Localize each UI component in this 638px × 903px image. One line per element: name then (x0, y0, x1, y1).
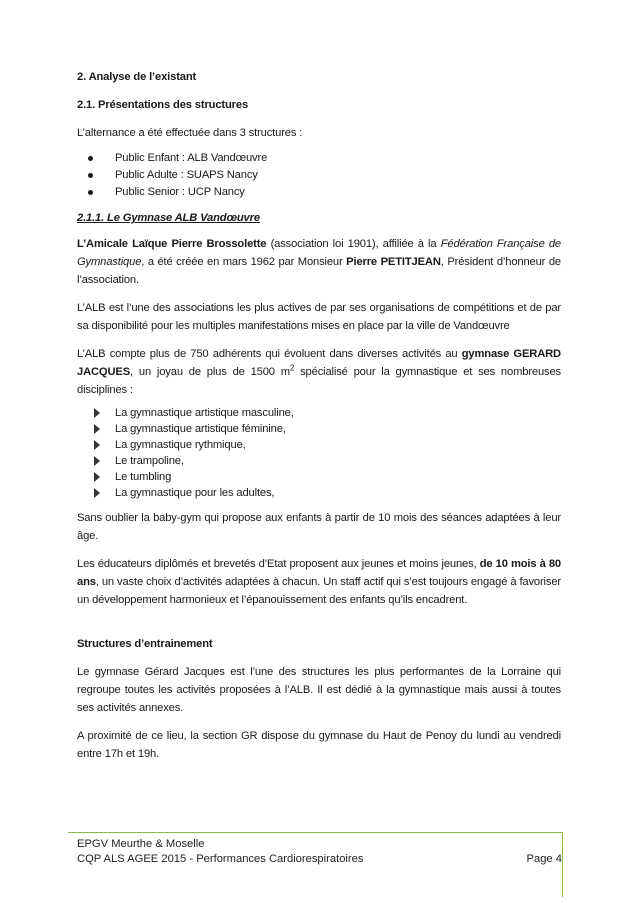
list-item: La gymnastique artistique féminine, (77, 421, 561, 437)
structures-title: Structures d’entrainement (77, 638, 213, 650)
gymnase-paragraph-4: Sans oublier la baby-gym qui propose aux enfants à partir de 10 mois des séances adaptées à leur âge. (77, 512, 561, 542)
bullet-icon (88, 173, 93, 178)
arrow-bullet-icon (94, 472, 100, 482)
footer-page-box (562, 832, 599, 897)
gymnase-paragraph-5: Les éducateurs diplômés et brevetés d’Etat proposent aux jeunes et moins jeunes, de 10 mois à 80 ans, un vaste choix d’activités adaptées à chacun. Un staff actif qui s’est toujours engagé à favoriser un développement harmonieux et l’épanouissement des enfants qu’ils encadrent. (77, 558, 562, 606)
list-item: Le trampoline, (77, 453, 561, 469)
list-item: La gymnastique artistique masculine, (77, 405, 561, 421)
footer-organisation: EPGV Meurthe & Moselle (77, 838, 205, 850)
list-item: Public Enfant : ALB Vandœuvre (77, 150, 561, 167)
list-item: Le tumbling (77, 469, 561, 485)
bullet-icon (88, 190, 93, 195)
subsection-title: 2.1. Présentations des structures (77, 99, 249, 111)
section-title: 2. Analyse de l’existant (77, 71, 197, 83)
gymnase-paragraph-3: L’ALB compte plus de 750 adhérents qui évoluent dans diverses activités au gymnase GERARD JACQUES, un joyau de plus de 1500 $m^2$ spécialisé pour la gymnastique et ses nombreuses disciplines : (77, 348, 561, 396)
disciplines-list (77, 405, 561, 501)
page-number: Page 4 (526, 853, 562, 865)
page-content (77, 68, 561, 763)
structures-paragraph-1: Le gymnase Gérard Jacques est l’une des structures les plus performantes de la Lorraine qui regroupe toutes les activités proposées à l’ALB. Il est dédié à la gymnastique mais aussi à toutes ses activités annexes. (77, 666, 561, 714)
arrow-bullet-icon (94, 408, 100, 418)
arrow-bullet-icon (94, 456, 100, 466)
bullet-icon (88, 156, 93, 161)
list-item: Public Senior : UCP Nancy (77, 184, 561, 201)
footer-document-title: CQP ALS AGEE 2015 - Performances Cardiorespiratoires (77, 853, 364, 865)
gymnase-title: 2.1.1. Le Gymnase ALB Vandœuvre (77, 212, 260, 224)
presentation-intro: L’alternance a été effectuée dans 3 structures : (77, 127, 303, 139)
structures-list (77, 150, 561, 201)
list-item: La gymnastique rythmique, (77, 437, 561, 453)
arrow-bullet-icon (94, 440, 100, 450)
structures-paragraph-2: A proximité de ce lieu, la section GR dispose du gymnase du Haut de Penoy du lundi au vendredi entre 17h et 19h. (77, 730, 561, 760)
page-footer (77, 837, 562, 867)
list-item: La gymnastique pour les adultes, (77, 485, 561, 501)
footer-divider (68, 832, 562, 833)
list-item: Public Adulte : SUAPS Nancy (77, 167, 561, 184)
arrow-bullet-icon (94, 488, 100, 498)
arrow-bullet-icon (94, 424, 100, 434)
gymnase-paragraph-1: L’Amicale Laïque Pierre Brossolette (association loi 1901), affiliée à la Fédération Française de Gymnastique, a été créée en mars 1962 par Monsieur Pierre PETITJEAN, Président d’honneur de l’association. (77, 238, 561, 286)
gymnase-paragraph-2: L’ALB est l’une des associations les plus actives de par ses organisations de compétitions et de par sa disponibilité pour les multiples manifestations mises en place par la ville de Vandœuvre (77, 302, 561, 332)
